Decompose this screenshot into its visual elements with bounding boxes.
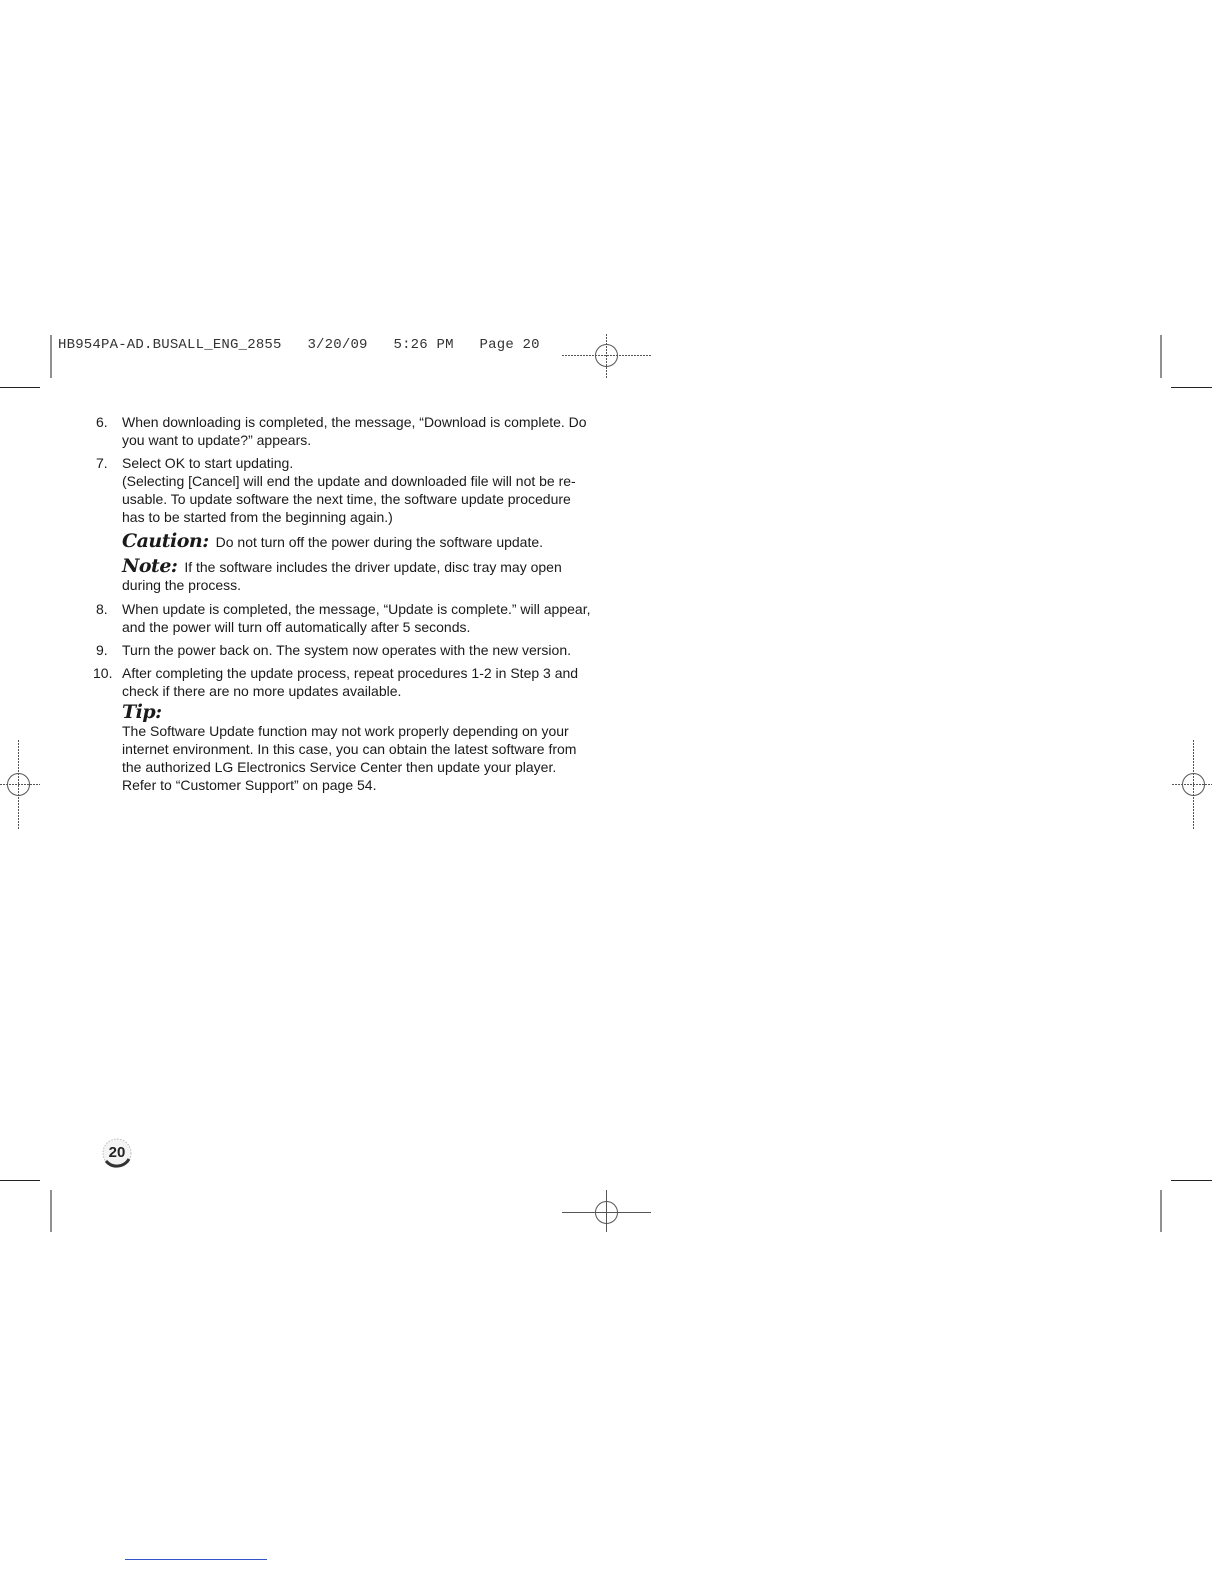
item-text: Select OK to start updating. [122,455,294,471]
list-item [93,600,593,636]
list-item [93,664,593,700]
registration-mark-right [1172,740,1212,830]
registration-mark-left [0,740,40,830]
item-subtext: (Selecting [Cancel] will end the update and downloaded file will not be re-usable. To update software the next time, the software update procedure has to be started from the beginning again.) [122,473,576,525]
caution-text: Do not turn off the power during the software update. [215,534,544,550]
tip-callout [122,702,593,794]
registration-mark-bottom [562,1190,651,1232]
tip-text: The Software Update function may not work properly depending on your internet environment. In this case, you can obtain the latest software from the authorized LG Electronics Service Center then update your player. Refer to “Customer Support” on page 54. [122,723,577,793]
slug-file: HB954PA-AD.BUSALL_ENG_2855 [58,337,282,353]
page-number: 20 [108,1144,126,1161]
note-label: Note: [122,555,178,577]
note-text: If the software includes the driver update, disc tray may open during the process. [122,559,562,593]
list-item [93,641,593,659]
slug-time: 5:26 PM [393,337,454,353]
item-number: 9. [96,642,108,658]
tip-label: Tip: [122,701,162,723]
page-number-badge [101,1137,133,1169]
item-text: After completing the update process, repeat procedures 1-2 in Step 3 and check if there are no more updates available. [122,665,579,699]
item-text: When update is completed, the message, “Update is complete.” will appear, and the power will turn off automatically after 5 seconds. [122,601,591,635]
caution-label: Caution: [122,530,209,552]
instructions-body [93,413,593,794]
registration-mark-top [562,334,651,378]
list-item [93,413,593,449]
item-number: 7. [96,455,108,471]
caution-callout [122,532,593,551]
item-number: 8. [96,601,108,617]
item-number: 10. [93,665,113,681]
note-callout [122,557,593,594]
slug-date: 3/20/09 [307,337,368,353]
slug-page: Page 20 [479,337,540,353]
item-text: Turn the power back on. The system now operates with the new version. [122,642,572,658]
list-item [93,454,593,526]
item-text: When downloading is completed, the message, “Download is complete. Do you want to update?” appears. [122,414,587,448]
item-number: 6. [96,414,108,430]
